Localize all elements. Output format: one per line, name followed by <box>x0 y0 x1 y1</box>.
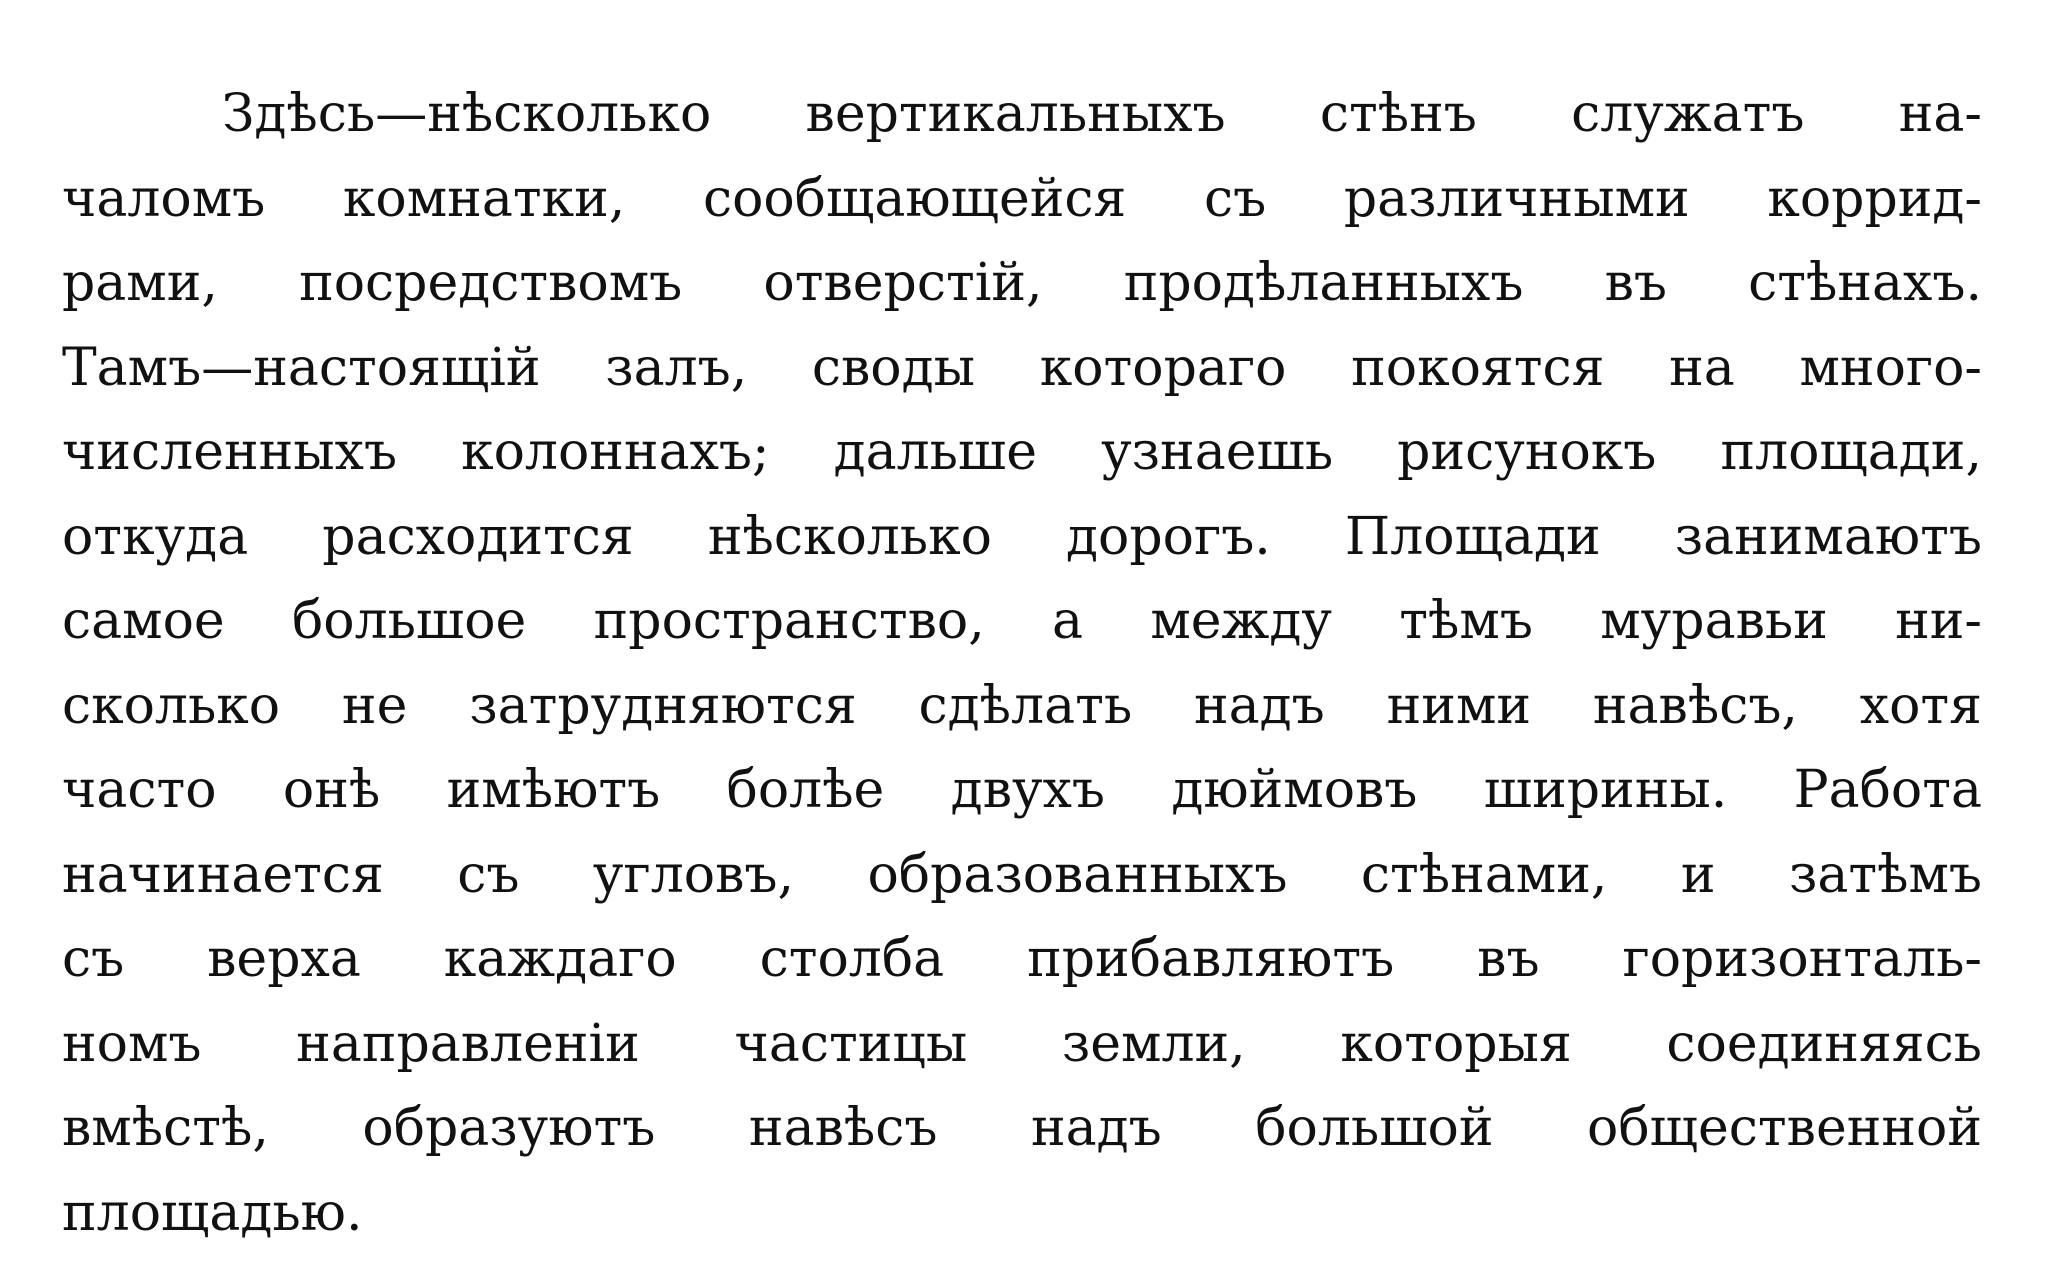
text-line: вмѣстѣ, образуютъ навѣсъ надъ большой общественной <box>62 1098 1982 1158</box>
text-line: численныхъ колоннахъ; дальше узнаешь рисунокъ площади, <box>62 422 1982 482</box>
text-line: Тамъ—настоящій залъ, своды котораго покоятся на много- <box>62 337 1982 398</box>
text-line: съ верха каждаго столба прибавляютъ въ горизонталь- <box>62 929 1982 989</box>
text-line: Здѣсь—нѣсколько вертикальныхъ стѣнъ служатъ на- <box>222 84 1982 144</box>
text-line: площадью. <box>62 1182 363 1243</box>
text-line: откуда расходится нѣсколько дорогъ. Площади занимаютъ <box>62 506 1982 567</box>
text-line: часто онѣ имѣютъ болѣе двухъ дюймовъ ширины. Работа <box>62 760 1982 820</box>
text-line: номъ направленіи частицы земли, которыя соединяясь <box>62 1013 1982 1074</box>
body-paragraph <box>62 72 1982 1255</box>
text-line: сколько не затрудняются сдѣлать надъ ними навѣсъ, хотя <box>62 675 1982 736</box>
text-line: рами, посредствомъ отверстій, продѣланныхъ въ стѣнахъ. <box>62 253 1982 313</box>
text-line: начинается съ угловъ, образованныхъ стѣнами, и затѣмъ <box>62 844 1982 905</box>
text-line: самое большое пространство, а между тѣмъ муравьи ни- <box>62 591 1982 651</box>
text-line: чаломъ комнатки, сообщающейся съ различными коррид- <box>62 168 1982 229</box>
